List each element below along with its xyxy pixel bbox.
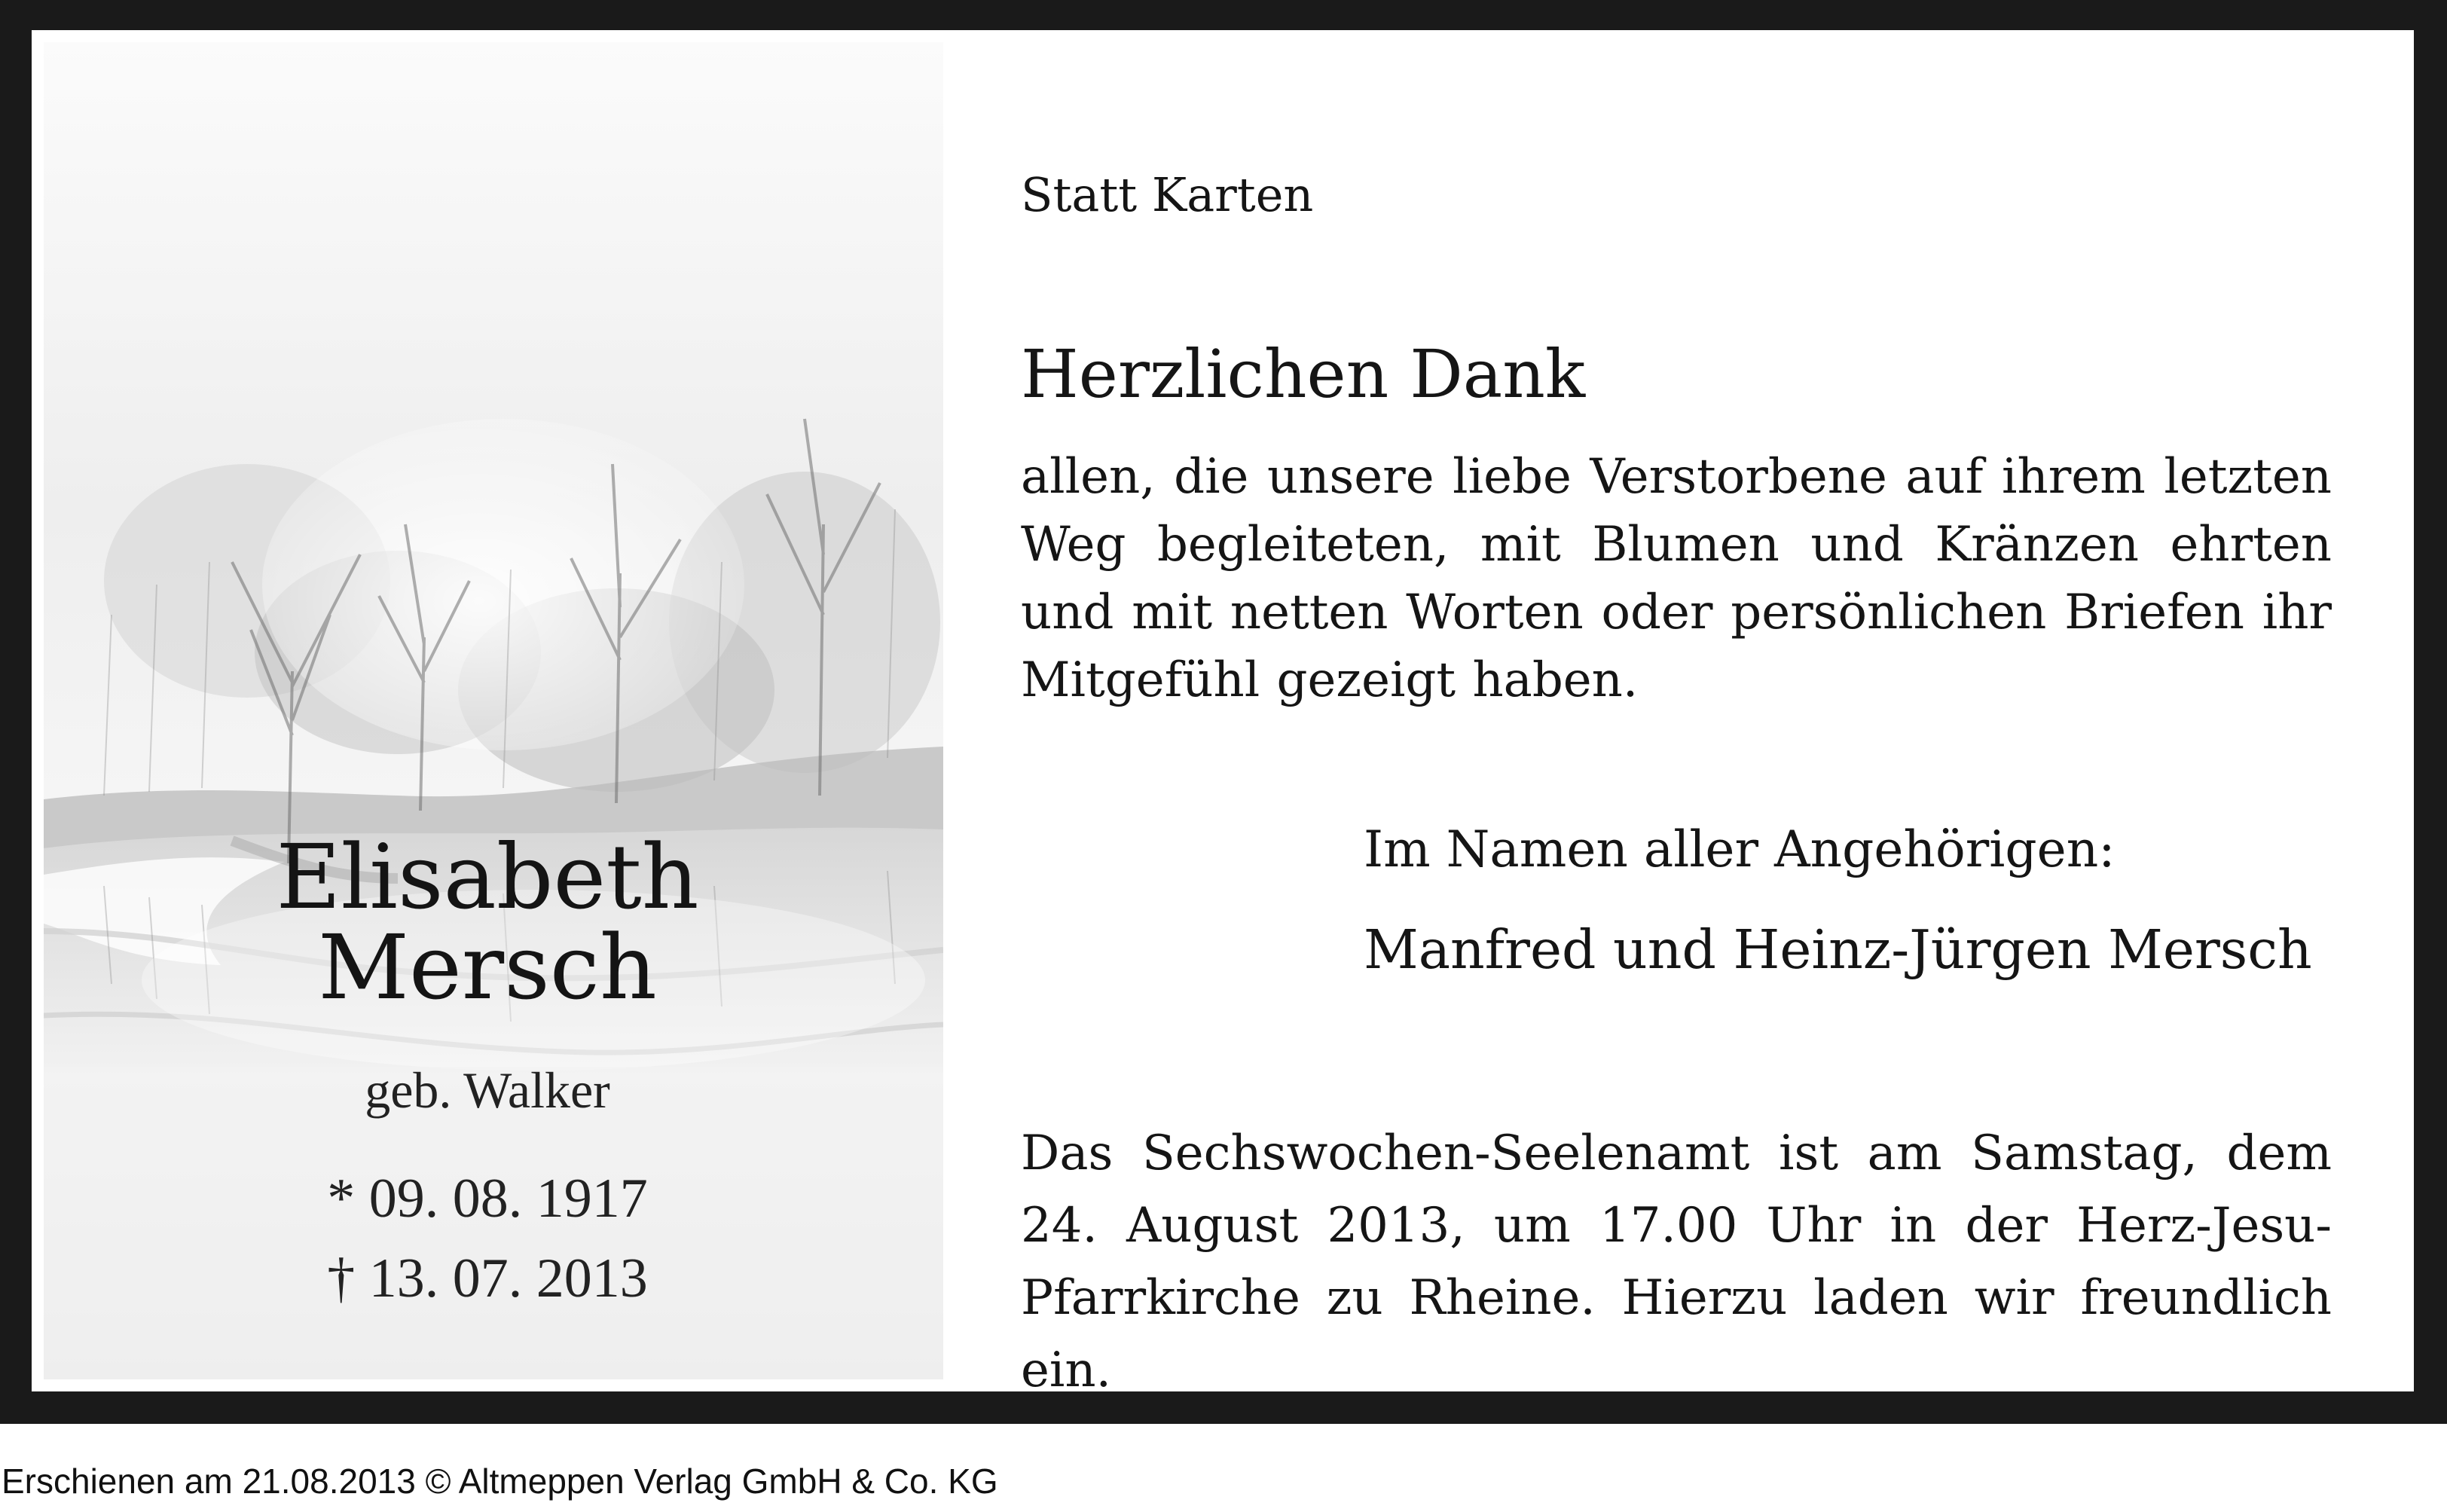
- deceased-first-name: Elisabeth: [276, 825, 699, 929]
- thanks-title: Herzlichen Dank: [1021, 335, 1586, 413]
- statt-karten-heading: Statt Karten: [1021, 167, 1314, 222]
- memorial-service-notice: Das Sechswochen-Seelenamt ist am Samstag, dem 24. August 2013, um 17.00 Uhr in der Herz-Jesu-Pfarrkirche zu Rheine. Hierzu laden wir freundlich ein.: [1021, 1126, 2332, 1398]
- birth-date: * 09. 08. 1917: [327, 1168, 648, 1229]
- thanks-message: allen, die unsere liebe Verstorbene auf ihrem letzten Weg begleiteten, mit Blumen und Kränzen ehrten und mit netten Worten oder persönlichen Briefen ihr Mitgefühl gezeigt haben.: [1021, 449, 2332, 708]
- death-date: † 13. 07. 2013: [327, 1248, 648, 1309]
- family-signature-intro: Im Namen aller Angehörigen:: [1364, 820, 2116, 878]
- deceased-last-name: Mersch: [318, 915, 657, 1019]
- publication-credit: Erschienen am 21.08.2013 © Altmeppen Verlag GmbH & Co. KG: [2, 1462, 998, 1501]
- family-signature-names: Manfred und Heinz-Jürgen Mersch: [1364, 918, 2312, 981]
- notice-inner-border: [29, 27, 2417, 1398]
- deceased-maiden-name: geb. Walker: [365, 1061, 610, 1119]
